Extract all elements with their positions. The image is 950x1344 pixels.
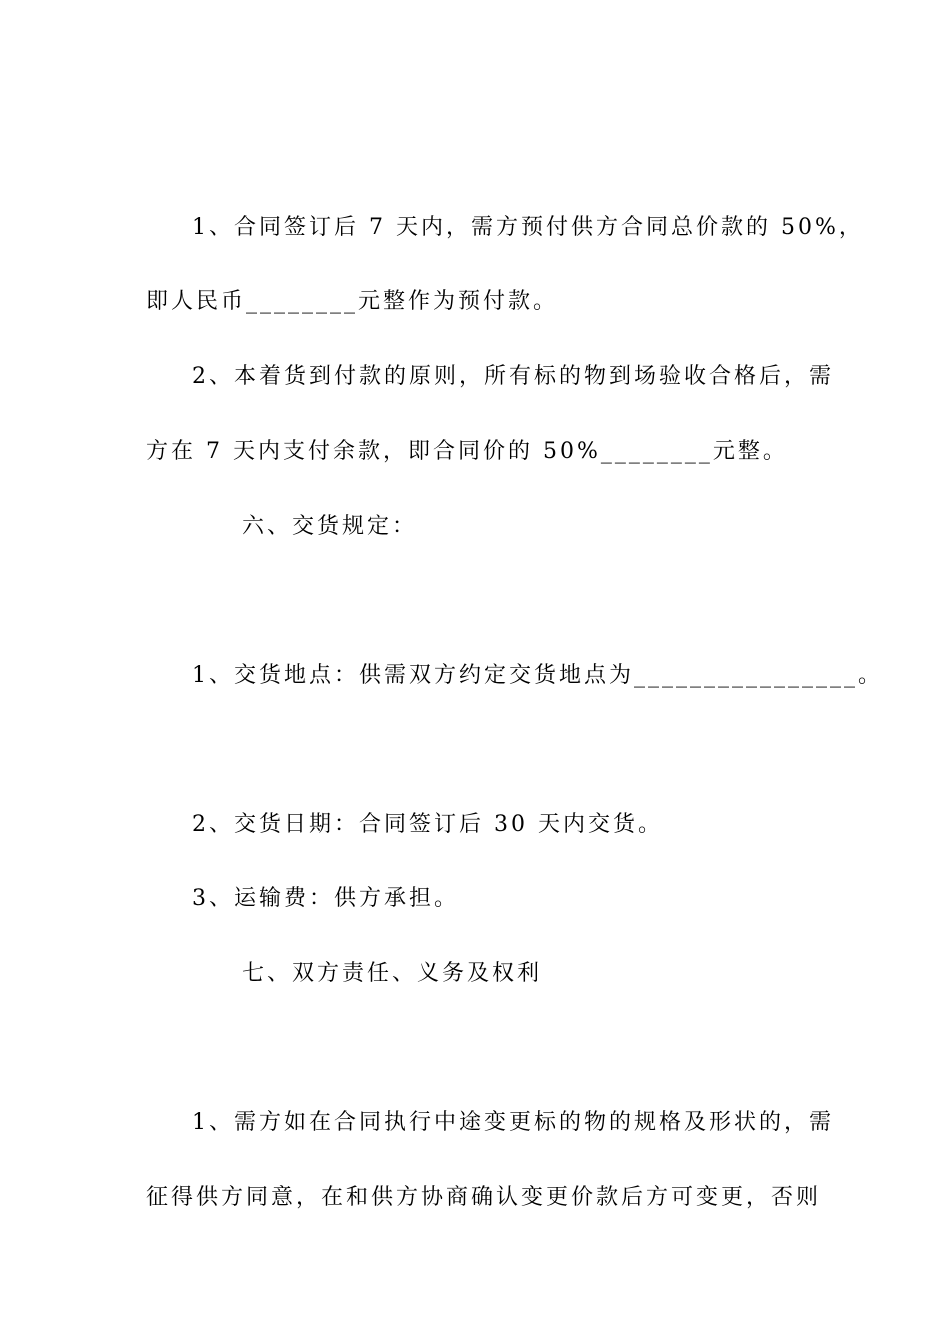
clause-6-3-line: 3、运输费：供方承担。	[192, 886, 459, 911]
clause-5-2-line-2: 方在 7 天内支付余款，即合同价的 50%________元整。	[146, 439, 788, 464]
clause-5-1-line-1: 1、合同签订后 7 天内，需方预付供方合同总价款的 50%，	[192, 215, 864, 240]
clause-5-2-line-1: 2、本着货到付款的原则，所有标的物到场验收合格后，需	[192, 364, 834, 389]
clause-7-1-line-1: 1、需方如在合同执行中途变更标的物的规格及形状的，需	[192, 1110, 834, 1135]
section-six-heading: 六、交货规定：	[242, 514, 418, 539]
clause-7-1-line-2: 征得供方同意，在和供方协商确认变更价款后方可变更，否则	[146, 1185, 822, 1210]
section-seven-heading: 七、双方责任、义务及权利	[242, 961, 543, 986]
clause-6-2-line: 2、交货日期：合同签订后 30 天内交货。	[192, 812, 663, 837]
clause-6-1-line: 1、交货地点：供需双方约定交货地点为________________。	[192, 663, 883, 688]
clause-5-1-line-2: 即人民币________元整作为预付款。	[146, 289, 559, 314]
